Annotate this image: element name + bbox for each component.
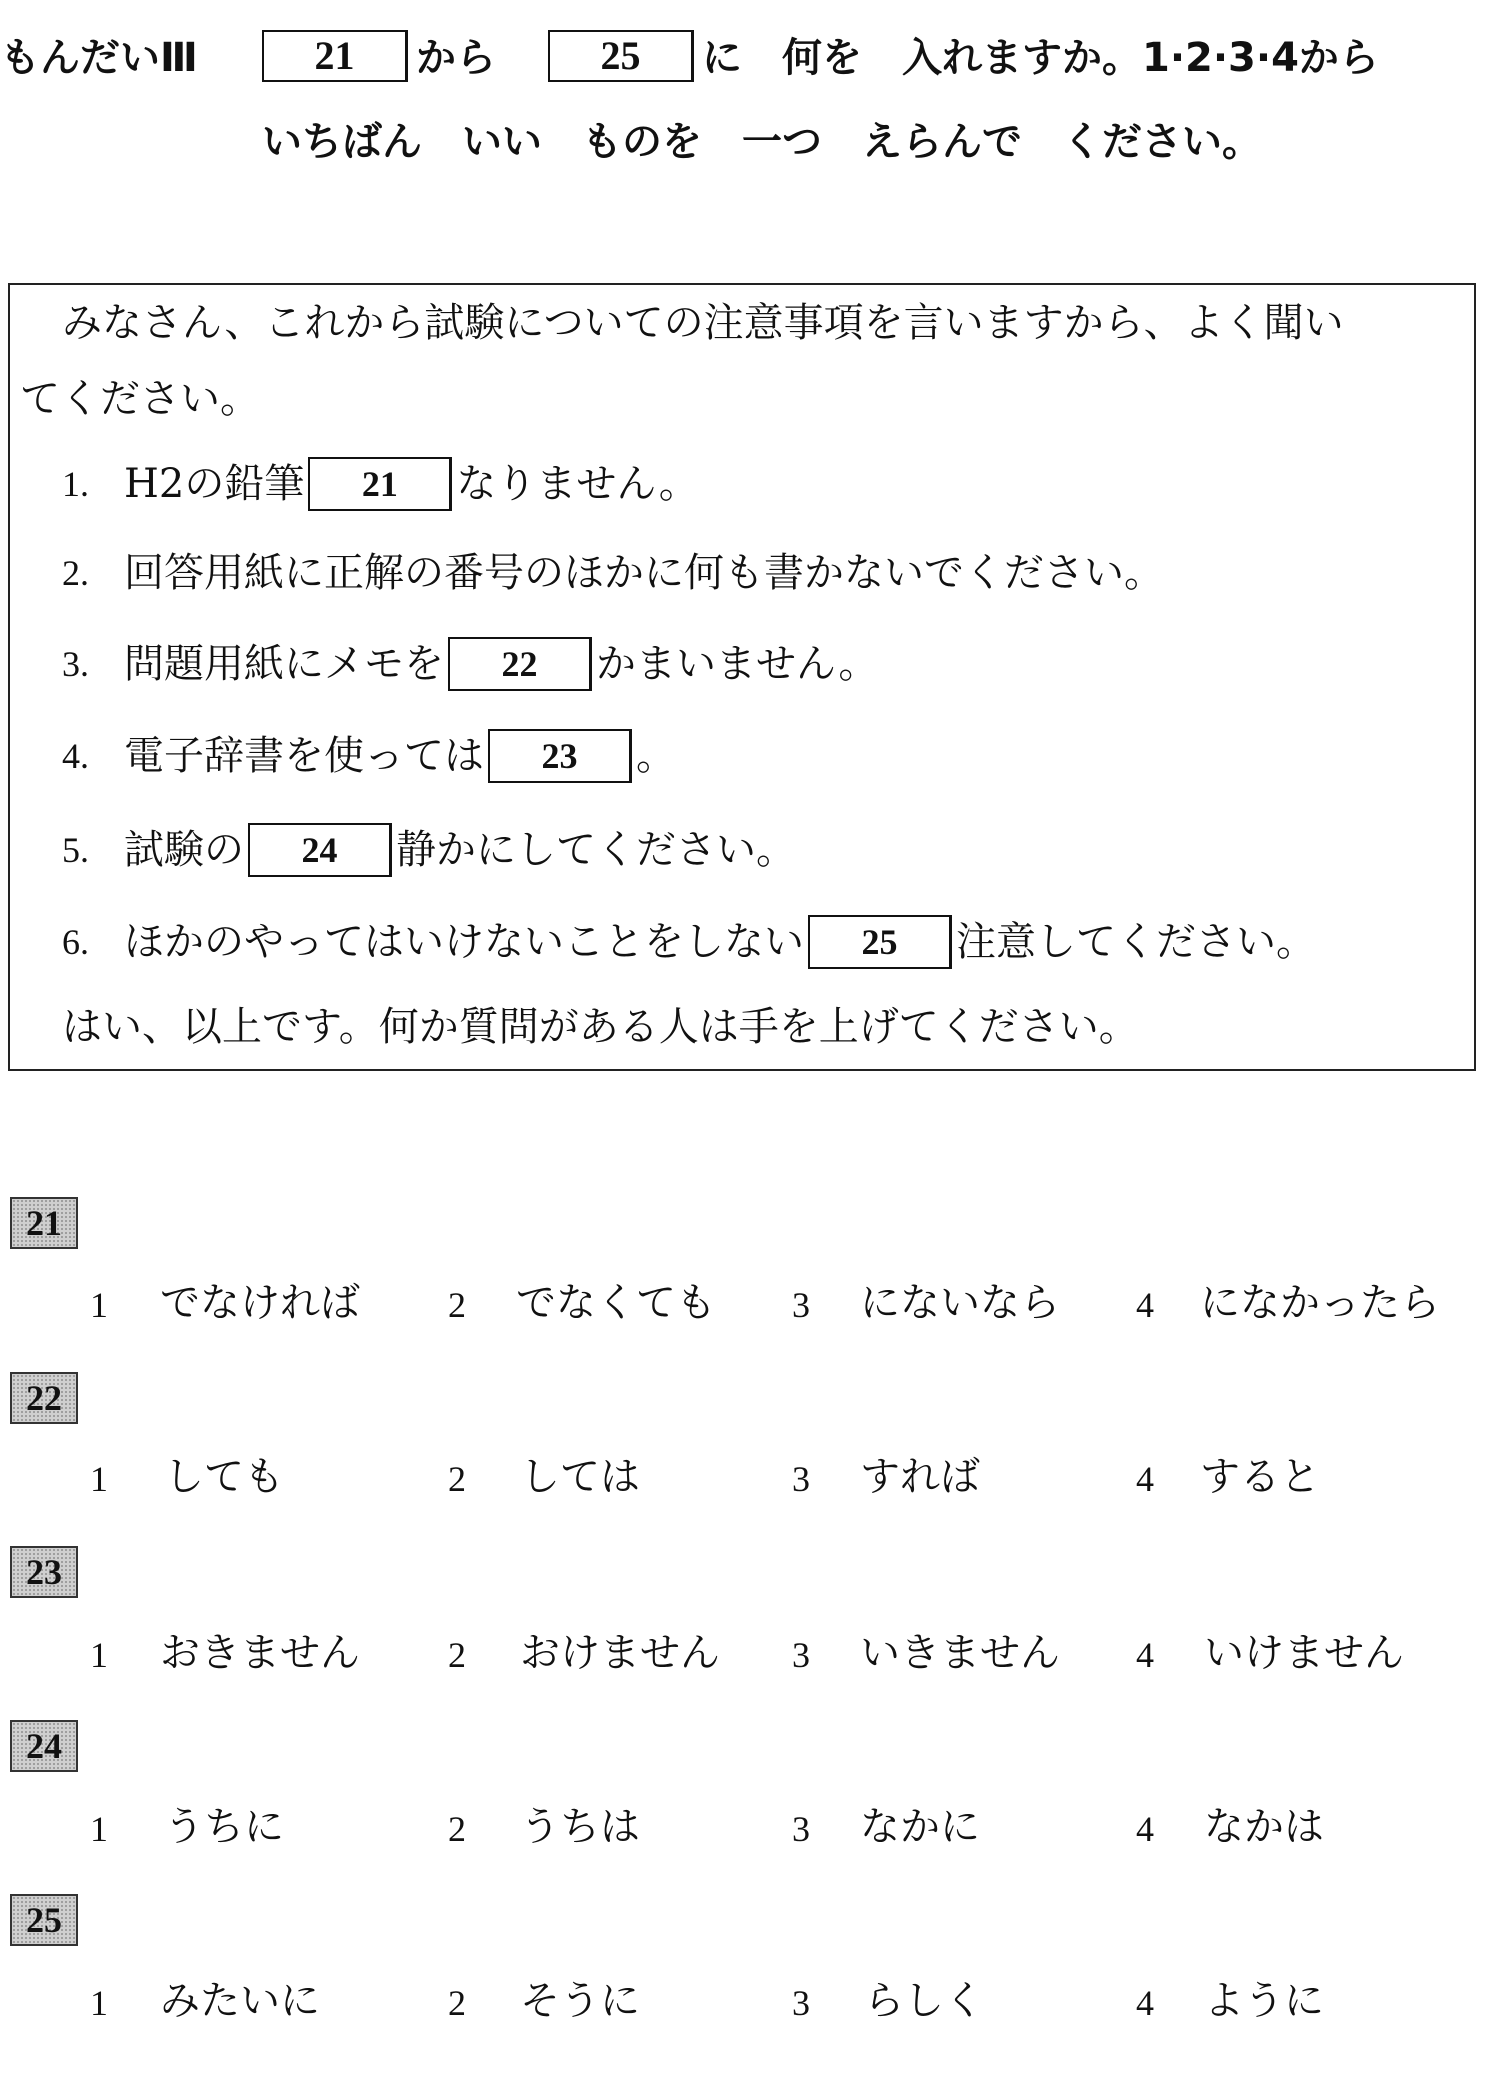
passage-item-3 (62, 637, 878, 691)
question-label: 24 (10, 1720, 78, 1772)
item-text-before: 試験の (124, 827, 244, 873)
item-text-after: かまいません。 (596, 641, 879, 687)
option-text[interactable]: うちに (164, 1804, 284, 1850)
item-number: 3. (62, 644, 89, 684)
item-number: 5. (62, 830, 89, 870)
item-text-before: 電子辞書を使っては (124, 733, 484, 779)
option-number: 3 (792, 1635, 810, 1675)
option-number: 3 (792, 1459, 810, 1499)
option-number: 4 (1136, 1285, 1154, 1325)
option-number: 2 (448, 1983, 466, 2023)
option-number: 1 (90, 1285, 108, 1325)
section-title: もんだいⅢ (0, 35, 198, 81)
question-label: 23 (10, 1546, 78, 1598)
header-instruction: に 何を 入れますか。1·2·3·4から (702, 35, 1379, 81)
blank-23: 23 (488, 729, 632, 783)
passage-closing (62, 1001, 1139, 1053)
question-label: 21 (10, 1197, 78, 1249)
passage-item-4 (62, 729, 676, 783)
option-number: 4 (1136, 1635, 1154, 1675)
passage-item-1 (62, 457, 699, 511)
option-text[interactable]: みたいに (160, 1978, 320, 2024)
blank-21: 21 (308, 457, 452, 511)
option-text[interactable]: しても (164, 1454, 284, 1500)
option-text[interactable]: ように (1204, 1978, 1324, 2024)
option-number: 2 (448, 1635, 466, 1675)
item-text-after: 。 (636, 733, 676, 779)
option-text[interactable]: すれば (860, 1454, 980, 1500)
option-number: 3 (792, 1285, 810, 1325)
passage-intro-text-2: てください。 (20, 376, 260, 422)
option-number: 3 (792, 1809, 810, 1849)
option-number: 4 (1136, 1459, 1154, 1499)
option-text[interactable]: いきません (860, 1630, 1060, 1676)
blank-24: 24 (248, 823, 392, 877)
passage-intro-text-1: みなさん、これから試験についての注意事項を言いますから、よく聞い (62, 300, 1344, 346)
item-number: 4. (62, 736, 89, 776)
option-number: 1 (90, 1809, 108, 1849)
passage-item-2 (62, 547, 1164, 599)
passage-box (8, 283, 1476, 1071)
blank-25: 25 (808, 915, 952, 969)
option-text[interactable]: うちは (520, 1804, 640, 1850)
question-label: 22 (10, 1372, 78, 1424)
option-text[interactable]: でなくても (516, 1280, 716, 1326)
passage-intro-line1 (62, 297, 1344, 349)
option-text[interactable]: おきません (160, 1630, 360, 1676)
option-text[interactable]: おけません (520, 1630, 720, 1676)
item-text-after: なりません。 (456, 461, 699, 507)
option-text[interactable]: にないなら (860, 1280, 1060, 1326)
header-instruction-line2: いちばん いい ものを 一つ えらんで ください。 (262, 119, 1262, 165)
header-blank-start: 21 (262, 30, 408, 82)
option-number: 2 (448, 1285, 466, 1325)
option-text[interactable]: すると (1200, 1454, 1320, 1500)
option-text[interactable]: なかに (860, 1804, 980, 1850)
blank-22: 22 (448, 637, 592, 691)
item-number: 6. (62, 922, 89, 962)
option-number: 1 (90, 1635, 108, 1675)
option-text[interactable]: いけません (1204, 1630, 1404, 1676)
option-number: 1 (90, 1983, 108, 2023)
passage-item-6 (62, 915, 1316, 969)
header-text-kara: から (416, 35, 496, 81)
option-number: 2 (448, 1459, 466, 1499)
option-number: 4 (1136, 1983, 1154, 2023)
item-text-before: H2の鉛筆 (124, 461, 305, 507)
item-text: 回答用紙に正解の番号のほかに何も書かないでください。 (124, 550, 1164, 596)
option-text[interactable]: でなければ (160, 1280, 360, 1326)
option-text[interactable]: しては (520, 1454, 640, 1500)
passage-intro-line2 (20, 373, 260, 425)
passage-item-5 (62, 823, 796, 877)
option-text[interactable]: らしく (864, 1978, 984, 2024)
header-blank-end: 25 (548, 30, 694, 82)
item-number: 2. (62, 553, 89, 593)
option-number: 3 (792, 1983, 810, 2023)
option-number: 4 (1136, 1809, 1154, 1849)
option-number: 1 (90, 1459, 108, 1499)
option-number: 2 (448, 1809, 466, 1849)
item-text-before: 問題用紙にメモを (124, 641, 444, 687)
item-number: 1. (62, 464, 89, 504)
item-text-before: ほかのやってはいけないことをしない (124, 919, 804, 965)
option-text[interactable]: になかったら (1200, 1280, 1440, 1326)
option-text[interactable]: そうに (520, 1978, 640, 2024)
passage-closing-text: はい、以上です。何か質問がある人は手を上げてください。 (62, 1004, 1139, 1050)
question-label: 25 (10, 1894, 78, 1946)
item-text-after: 注意してください。 (956, 919, 1316, 965)
option-text[interactable]: なかは (1204, 1804, 1324, 1850)
item-text-after: 静かにしてください。 (396, 827, 796, 873)
